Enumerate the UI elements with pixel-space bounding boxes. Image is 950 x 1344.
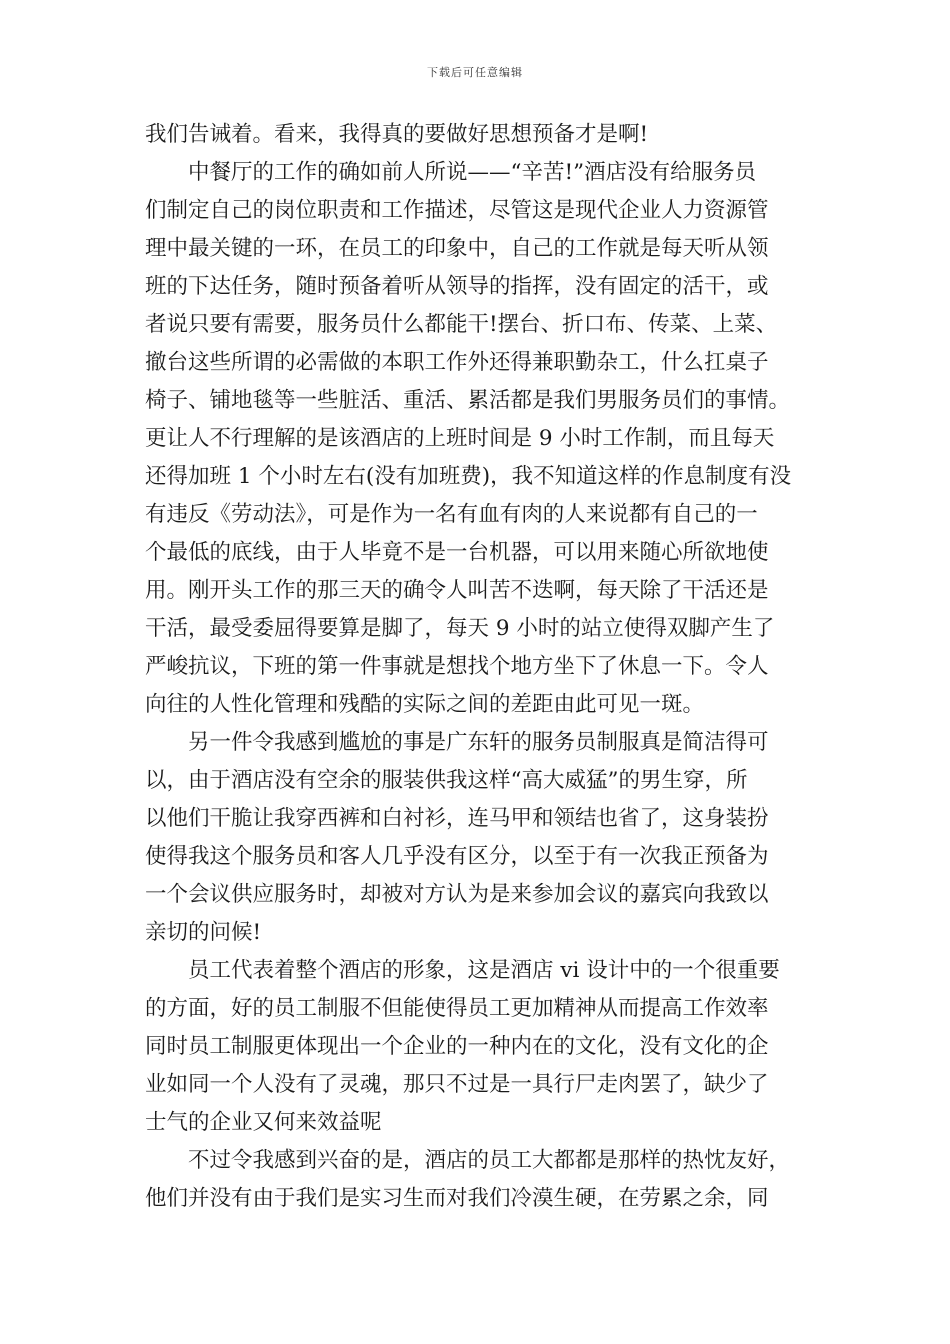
text-line: 班的下达任务，随时预备着听从领导的指挥，没有固定的活干，或	[145, 274, 769, 299]
body-text	[145, 116, 807, 1218]
text-line: 他们并没有由于我们是实习生而对我们冷漠生硬，在劳累之余，同	[145, 1186, 769, 1211]
text-line: 的方面，好的员工制服不但能使得员工更加精神从而提高工作效率	[145, 996, 769, 1021]
text-line: 们制定自己的岗位职责和工作描述，尽管这是现代企业人力资源管	[145, 198, 769, 223]
text-line: 椅子、铺地毯等一些脏活、重活、累活都是我们男服务员们的事情。	[145, 388, 791, 413]
text-line: 理中最关键的一环，在员工的印象中，自己的工作就是每天听从领	[145, 236, 769, 261]
text-line: 向往的人性化管理和残酷的实际之间的差距由此可见一斑。	[145, 692, 705, 717]
text-line: 撤台这些所谓的必需做的本职工作外还得兼职勤杂工，什么扛桌子	[145, 350, 769, 375]
text-line: 严峻抗议，下班的第一件事就是想找个地方坐下了休息一下。令人	[145, 654, 769, 679]
text-line: 以他们干脆让我穿西裤和白衬衫，连马甲和领结也省了，这身装扮	[145, 806, 769, 831]
paragraph-start: 员工代表着整个酒店的形象，这是酒店 vi 设计中的一个很重要	[188, 958, 780, 983]
text-line: 干活，最受委屈得要算是脚了，每天 9 小时的站立使得双脚产生了	[145, 616, 775, 641]
text-line: 有违反《劳动法》，可是作为一名有血有肉的人来说都有自己的一	[145, 502, 758, 527]
text-line: 同时员工制服更体现出一个企业的一种内在的文化，没有文化的企	[145, 1034, 769, 1059]
text-line: 用。刚开头工作的那三天的确令人叫苦不迭啊，每天除了干活还是	[145, 578, 769, 603]
text-line: 个最低的底线，由于人毕竟不是一台机器，可以用来随心所欲地使	[145, 540, 769, 565]
page-header: 下载后可任意编辑	[427, 66, 523, 79]
text-line: 一个会议供应服务时，却被对方认为是来参加会议的嘉宾向我致以	[145, 882, 769, 907]
text-line: 更让人不行理解的是该酒店的上班时间是 9 小时工作制，而且每天	[145, 426, 775, 451]
text-line: 亲切的问候!	[145, 920, 262, 945]
text-line: 者说只要有需要，服务员什么都能干!摆台、折口布、传菜、上菜、	[145, 312, 778, 337]
text-line: 士气的企业又何来效益呢	[145, 1110, 382, 1135]
text-line: 使得我这个服务员和客人几乎没有区分，以至于有一次我正预备为	[145, 844, 769, 869]
text-line: 业如同一个人没有了灵魂，那只不过是一具行尸走肉罢了，缺少了	[145, 1072, 769, 1097]
text-line: 以，由于酒店没有空余的服装供我这样“高大威猛”的男生穿，所	[145, 768, 748, 793]
paragraph-start: 中餐厅的工作的确如前人所说——“辛苦!”酒店没有给服务员	[188, 160, 757, 185]
paragraph-start: 另一件令我感到尴尬的事是广东轩的服务员制服真是简洁得可	[188, 730, 769, 755]
text-line: 还得加班 1 个小时左右(没有加班费)，我不知道这样的作息制度有没	[145, 464, 792, 489]
paragraph-start: 不过令我感到兴奋的是，酒店的员工大都都是那样的热忱友好，	[188, 1148, 791, 1173]
text-line: 我们告诫着。看来，我得真的要做好思想预备才是啊!	[145, 122, 649, 147]
